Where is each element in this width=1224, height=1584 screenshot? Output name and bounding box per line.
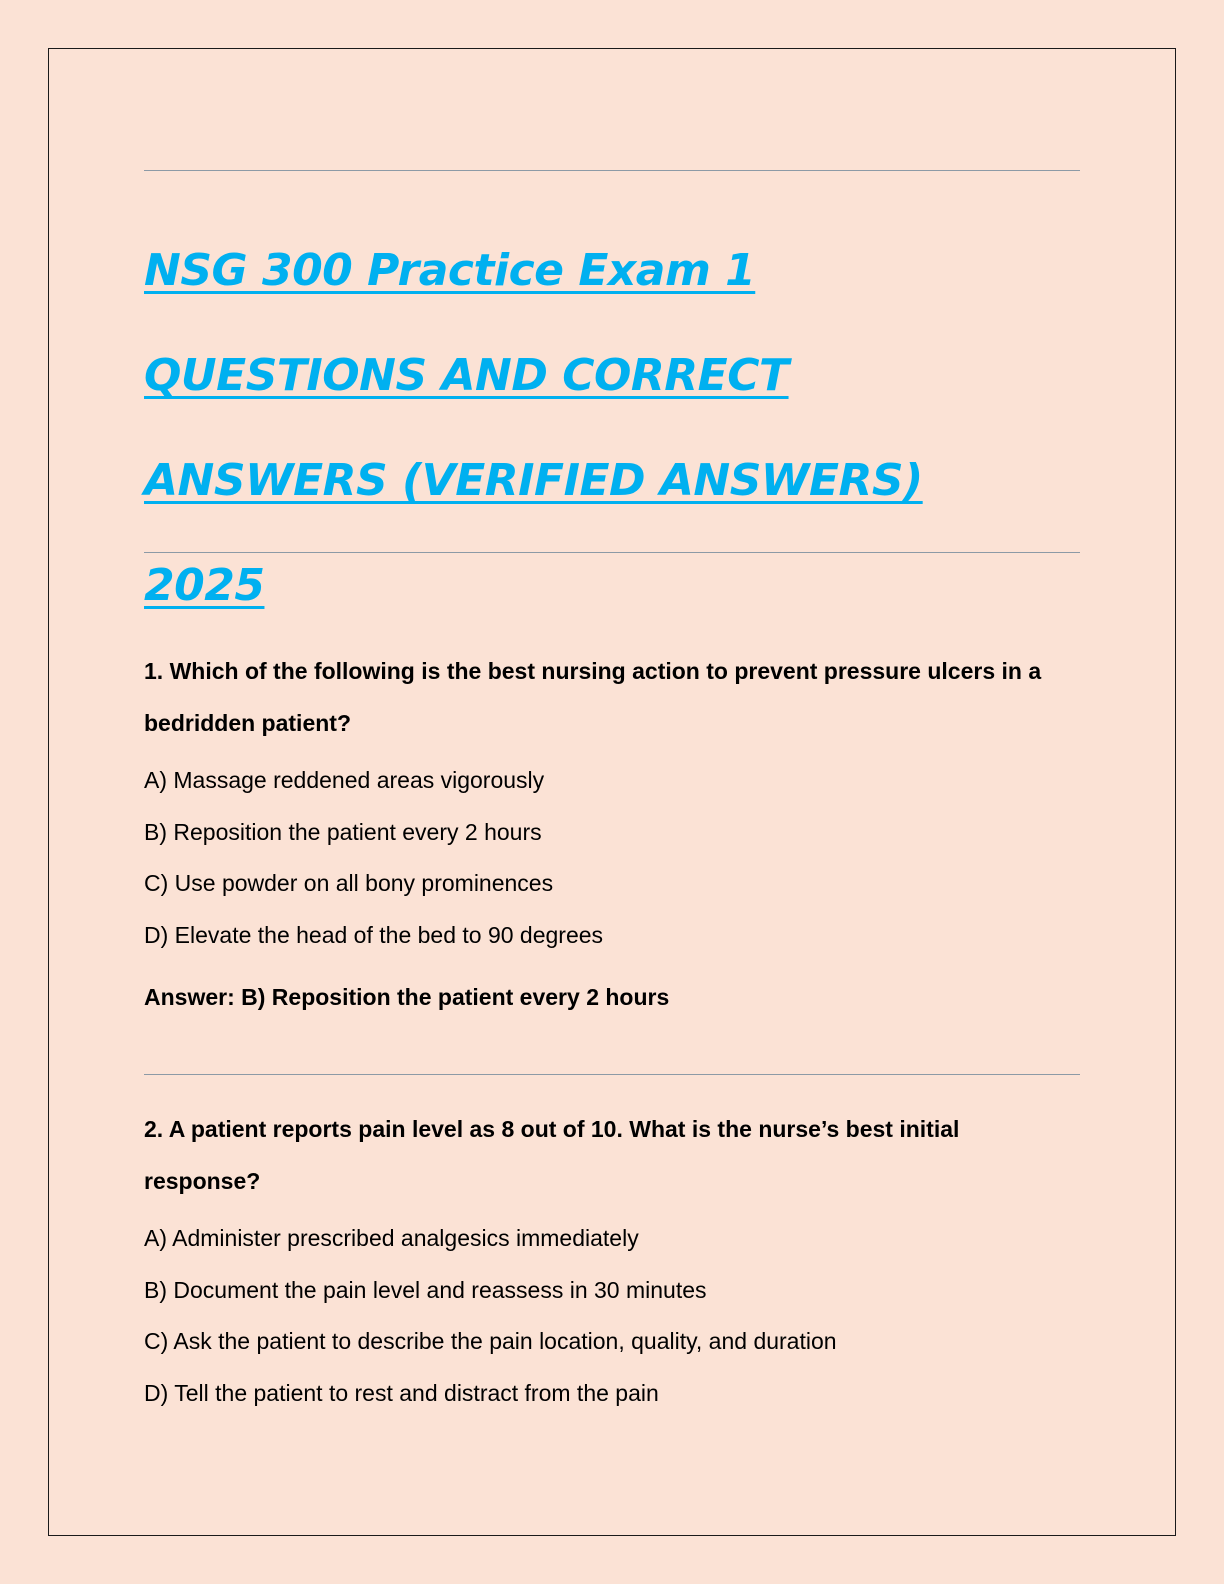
answer-text: Answer: B) Reposition the patient every 2 hours [144, 984, 670, 1010]
option-d: D) Elevate the head of the bed to 90 degrees [144, 921, 604, 948]
option-a: A) Massage reddened areas vigorously [144, 767, 545, 793]
question-divider [144, 1074, 1080, 1075]
question-2 [144, 1103, 1080, 1419]
question-text: 1. Which of the following is the best nursing action to prevent pressure ulcers in a bedridden patient? [144, 658, 1042, 736]
title-divider [144, 552, 1080, 553]
option-b: B) Reposition the patient every 2 hours [144, 818, 542, 845]
option-d: D) Tell the patient to rest and distract from the pain [144, 1379, 659, 1406]
option-b: B) Document the pain level and reassess in 30 minutes [144, 1276, 707, 1303]
document-title[interactable]: NSG 300 Practice Exam 1 QUESTIONS AND CORRECT ANSWERS (VERIFIED ANSWERS) 2025 [144, 245, 923, 611]
option-list [144, 755, 1080, 961]
top-divider [144, 170, 1080, 171]
option-c: C) Ask the patient to describe the pain location, quality, and duration [144, 1328, 837, 1354]
question-1 [144, 645, 1080, 1023]
question-text: 2. A patient reports pain level as 8 out of 10. What is the nurse’s best initial response? [144, 1116, 960, 1194]
option-a: A) Administer prescribed analgesics immediately [144, 1225, 639, 1251]
option-c: C) Use powder on all bony prominences [144, 870, 554, 896]
option-list [144, 1213, 1080, 1419]
